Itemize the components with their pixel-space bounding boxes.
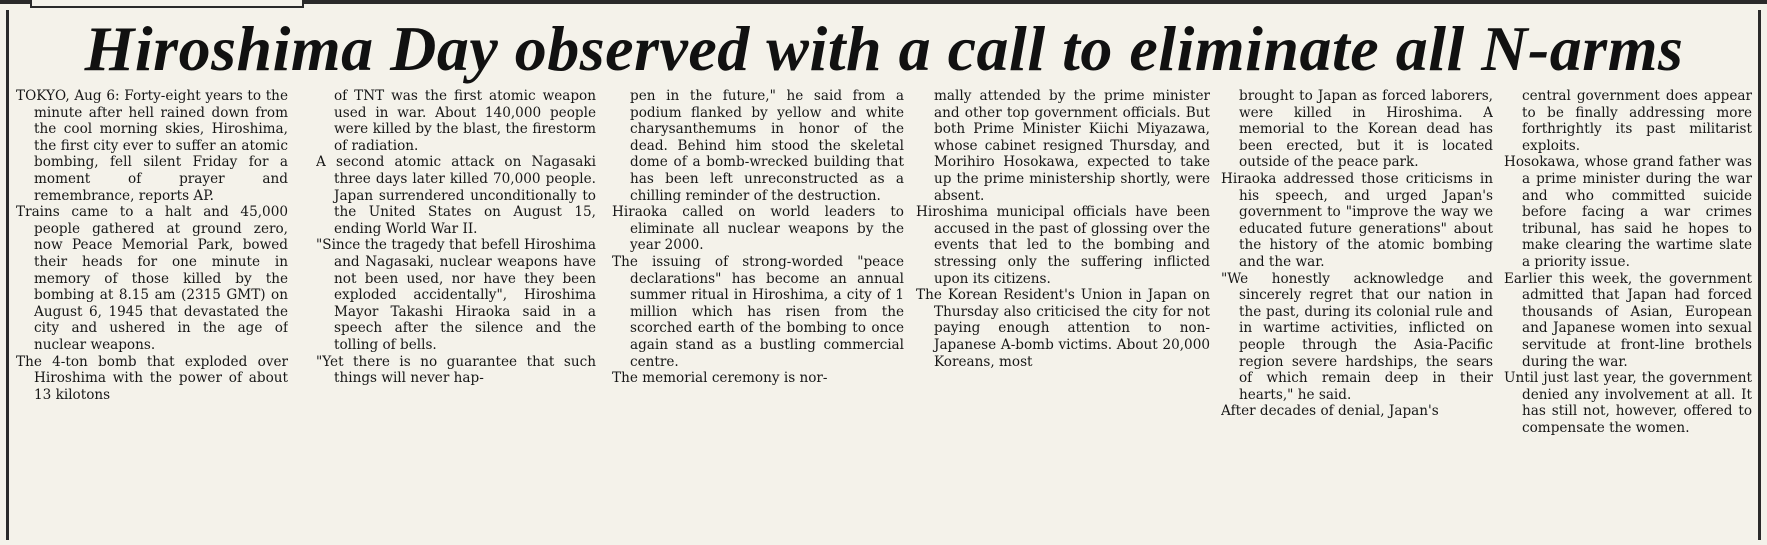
paragraph: Hiroshima municipal officials have been accused in the past of glossing over the events that led to the bombing and stressing only the suffering inflicted upon its citizens. (916, 204, 1210, 287)
right-frame-rule (1758, 10, 1761, 540)
column-4 (916, 88, 1210, 540)
paragraph: mally attended by the prime minister and other top government officials. But both Prime Minister Kiichi Miyazawa, whose cabinet resigned Thursday, and Morihiro Hosokawa, expected to take up the prime ministership shortly, were absent. (934, 88, 1210, 204)
paragraph: pen in the future," he said from a podium flanked by yellow and white charysanthemums in honor of the dead. Behind him stood the skeletal dome of a bomb-wrecked building that has been left unreconstructed as a chilling reminder of the destruction. (630, 88, 904, 204)
paragraph: Hiraoka called on world leaders to eliminate all nuclear weapons by the year 2000. (612, 204, 904, 254)
paragraph: brought to Japan as forced laborers, were killed in Hiroshima. A memorial to the Korean dead has been erected, but it is located outside of the peace park. (1239, 88, 1493, 171)
paragraph: central government does appear to be finally addressing more forthrightly its past militarist exploits. (1522, 88, 1752, 154)
paragraph: "Since the tragedy that befell Hiroshima and Nagasaki, nuclear weapons have not been used, nor have they been exploded accidentally", Hiroshima Mayor Takashi Hiraoka said in a speech after the silence and the tolling of bells. (316, 237, 596, 353)
paragraph: Trains came to a halt and 45,000 people gathered at ground zero, now Peace Memorial Park, bowed their heads for one minute in memory of those killed by the bombing at 8.15 am (2315 GMT) on August 6, 1945 that devastated the city and ushered in the age of nuclear weapons. (16, 204, 288, 353)
column-1 (16, 88, 288, 540)
paragraph: "We honestly acknowledge and sincerely regret that our nation in the past, during its colonial rule and in wartime activities, inflicted on people through the Asia-Pacific region severe hardships, the sears of which remain deep in their hearts," he said. (1221, 270, 1493, 403)
column-5 (1221, 88, 1493, 540)
paragraph: After decades of denial, Japan's (1221, 403, 1439, 420)
paragraph: of TNT was the first atomic weapon used in war. About 140,000 people were killed by the blast, the firestorm of radiation. (334, 88, 596, 154)
paragraph: TOKYO, Aug 6: Forty-eight years to the minute after hell rained down from the cool morning skies, Hiroshima, the first city ever to suffer an atomic bombing, fell silent Friday for a moment of prayer and remembrance, reports AP. (16, 88, 288, 204)
column-2 (316, 88, 596, 540)
left-frame-rule (6, 10, 9, 540)
paragraph: The memorial ceremony is nor- (612, 370, 828, 387)
paragraph: Until just last year, the government denied any involvement at all. It has still not, however, offered to compensate the women. (1504, 370, 1752, 436)
paragraph: The issuing of strong-worded "peace declarations" has become an annual summer ritual in Hiroshima, a city of 1 million which has risen from the scorched earth of the bombing to once again stand as a bustling commercial centre. (612, 253, 904, 370)
column-3 (612, 88, 904, 540)
paragraph: A second atomic attack on Nagasaki three days later killed 70,000 people. Japan surrendered unconditionally to the United States on August 15, ending World War II. (316, 154, 596, 237)
paragraph: Earlier this week, the government admitted that Japan had forced thousands of Asian, European and Japanese women into sexual servitude at front-line brothels during the war. (1504, 270, 1752, 370)
paragraph: Hosokawa, whose grand father was a prime minister during the war and who committed suicide before facing a war crimes tribunal, has said he hopes to make clearing the wartime slate a priority issue. (1504, 154, 1752, 270)
paragraph: The 4-ton bomb that exploded over Hiroshima with the power of about 13 kilotons (16, 353, 288, 403)
paragraph: The Korean Resident's Union in Japan on Thursday also criticised the city for not paying enough attention to non-Japanese A-bomb victims. About 20,000 Koreans, most (916, 287, 1210, 370)
top-tab-border (30, 0, 304, 8)
paragraph: "Yet there is no guarantee that such things will never hap- (316, 353, 596, 387)
column-6 (1504, 88, 1752, 540)
paragraph: Hiraoka addressed those criticisms in his speech, and urged Japan's government to "improve the way we educated future generations" about the history of the atomic bombing and the war. (1221, 170, 1493, 270)
article-body (16, 88, 1752, 540)
headline: Hiroshima Day observed with a call to eliminate all N-arms (84, 13, 1684, 84)
